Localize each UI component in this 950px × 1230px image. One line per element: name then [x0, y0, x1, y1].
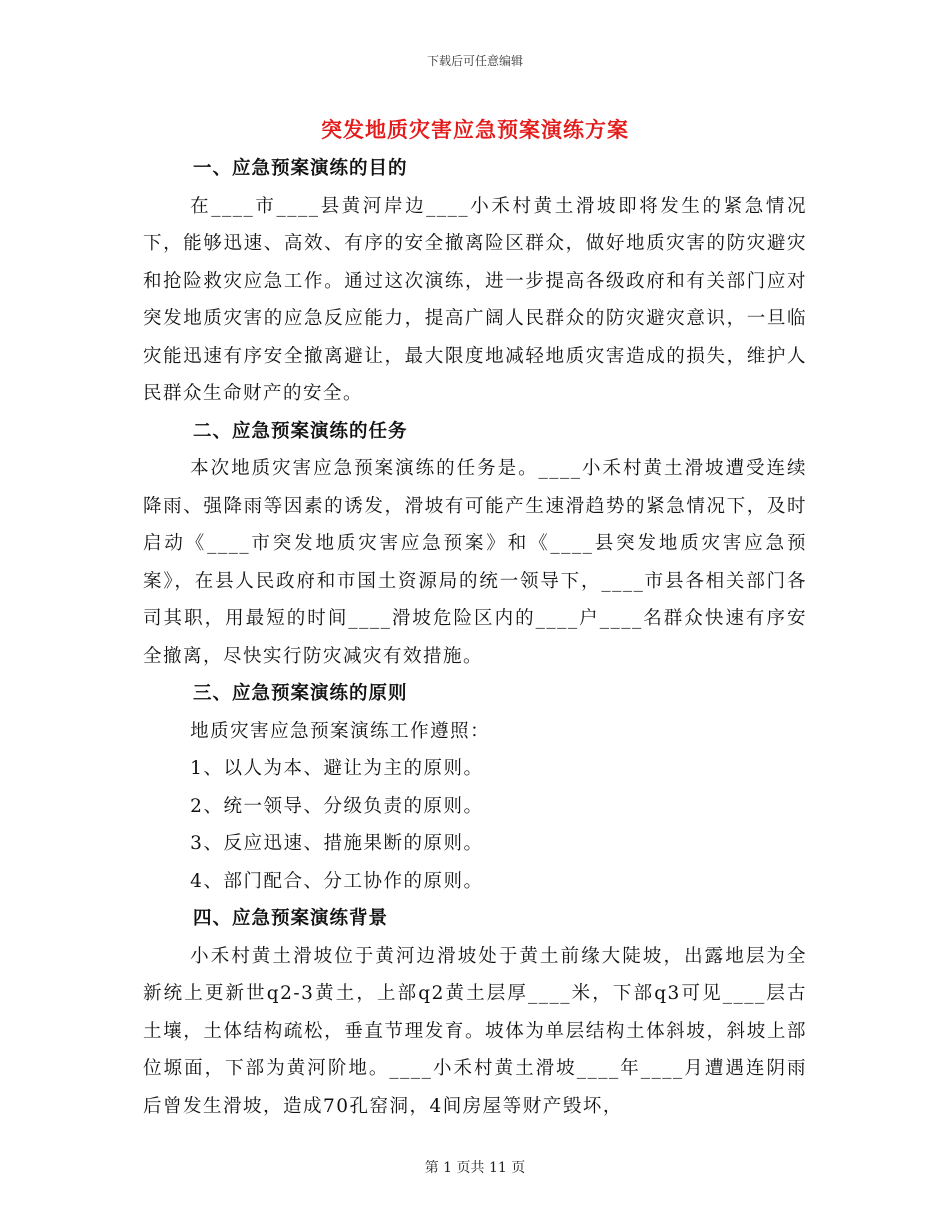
section-paragraph-background: 小禾村黄土滑坡位于黄河边滑坡处于黄土前缘大陡坡，出露地层为全新统上更新世q2-3黄土，上部q2黄土层厚____米，下部q3可见____层古土壤，土体结构疏松，垂直节理发育。坡体为单层结构土体斜坡，斜坡上部位塬面，下部为黄河阶地。____小禾村黄土滑坡____年____月遭遇连阴雨后曾发生滑坡，造成70孔窑洞，4间房屋等财产毁坏，: [143, 945, 807, 1117]
section-paragraph-purpose: 在____市____县黄河岸边____小禾村黄土滑坡即将发生的紧急情况下，能够迅速、高效、有序的安全撤离险区群众，做好地质灾害的防灾避灾和抢险救灾应急工作。通过这次演练，进一步提高各级政府和有关部门应对突发地质灾害的应急反应能力，提高广阔人民群众的防灾避灾意识，一旦临灾能迅速有序安全撤离避让，最大限度地减轻地质灾害造成的损失，维护人民群众生命财产的安全。: [143, 195, 807, 404]
section-paragraph-task: 本次地质灾害应急预案演练的任务是。____小禾村黄土滑坡遭受连续降雨、强降雨等因素的诱发，滑坡有可能产生速滑趋势的紧急情况下，及时启动《____市突发地质灾害应急预案》和《____县突发地质灾害应急预案》，在县人民政府和市国土资源局的统一领导下，____市县各相关部门各司其职，用最短的时间____滑坡危险区内的____户____名群众快速有序安全撤离，尽快实行防灾减灾有效措施。: [143, 458, 807, 667]
document-body: [143, 150, 807, 1125]
principle-item: 4、部门配合、分工协作的原则。: [190, 870, 484, 892]
principles-intro: 地质灾害应急预案演练工作遵照：: [190, 720, 491, 742]
section-heading-background: 四、应急预案演练背景: [192, 908, 388, 929]
section-heading-purpose: 一、应急预案演练的目的: [192, 158, 408, 179]
page-number: 第 1 页共 11 页: [424, 1160, 526, 1176]
section-heading-task: 二、应急预案演练的任务: [192, 420, 408, 442]
principle-item: 3、反应迅速、措施果断的原则。: [190, 833, 484, 854]
principle-item: 1、以人为本、避让为主的原则。: [190, 758, 484, 779]
section-heading-principles: 三、应急预案演练的原则: [192, 683, 408, 704]
principle-item: 2、统一领导、分级负责的原则。: [190, 795, 484, 817]
document-title: 突发地质灾害应急预案演练方案: [321, 117, 629, 142]
header-note: 下载后可任意编辑: [426, 54, 523, 68]
